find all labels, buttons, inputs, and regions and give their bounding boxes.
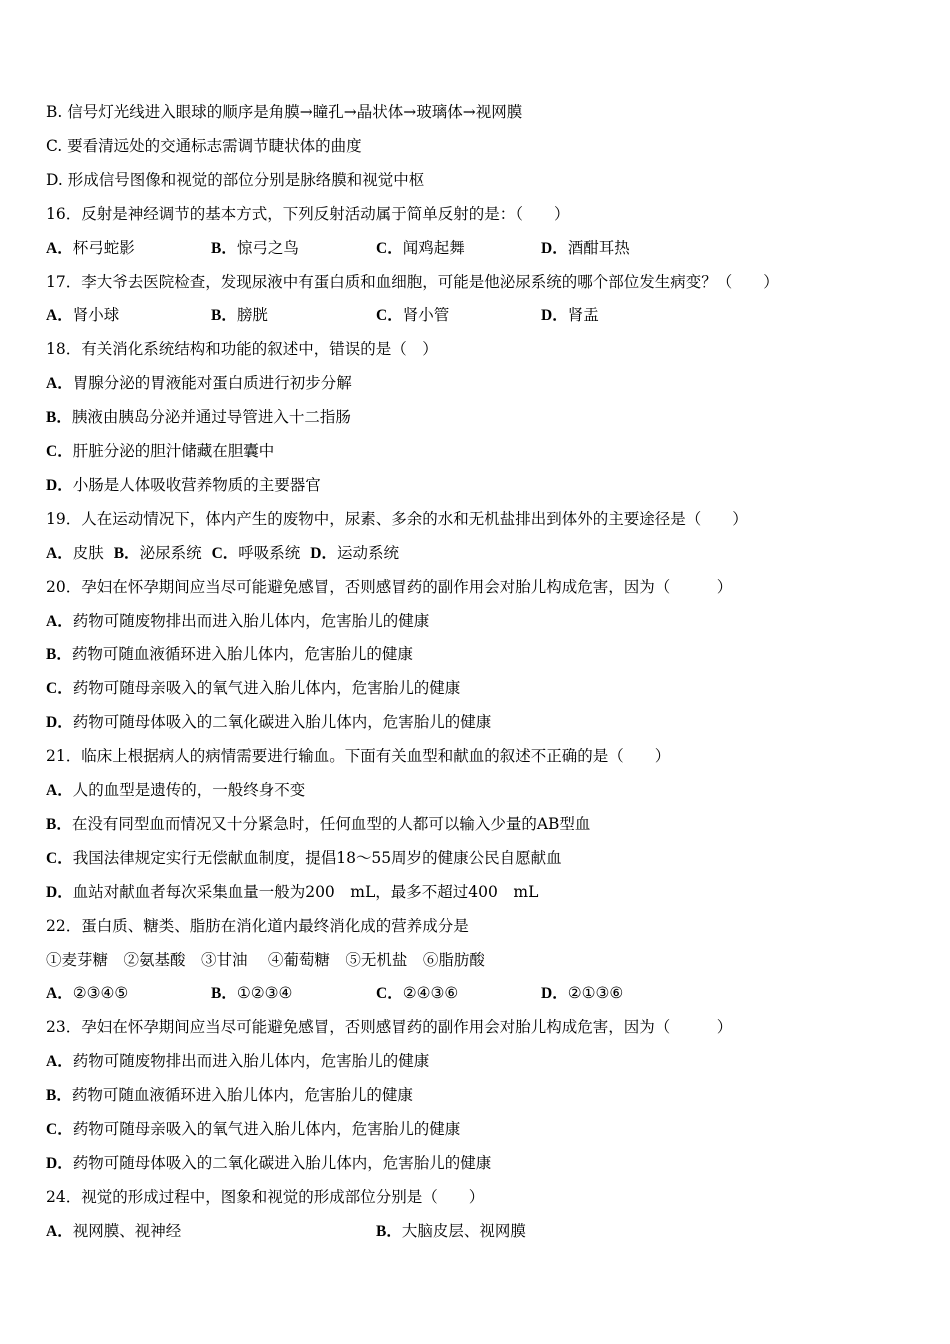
- option-text: 胃腺分泌的胃液能对蛋白质进行初步分解: [72, 374, 352, 393]
- option-label: A．: [46, 239, 73, 257]
- option: [211, 298, 376, 333]
- option-label: A．: [46, 1053, 73, 1071]
- option-line: [46, 1112, 460, 1146]
- text-line: [46, 570, 732, 604]
- line-text: 22．蛋白质、糖类、脂肪在消化道内最终消化成的营养成分是: [46, 916, 469, 935]
- option-label: A．: [46, 307, 73, 325]
- line-text: B. 信号灯光线进入眼球的顺序是角膜→瞳孔→晶状体→玻璃体→视网膜: [46, 103, 523, 121]
- option-text: 血站对献血者每次采集血量一般为200 mL，最多不超过400 mL: [72, 882, 539, 901]
- option-text: 药物可随母亲吸入的氧气进入胎儿体内，危害胎儿的健康: [72, 679, 461, 698]
- option: [46, 298, 211, 333]
- option: [376, 298, 541, 333]
- line-text: ①麦芽糖 ②氨基酸 ③甘油 ④葡萄糖 ⑤无机盐 ⑥脂肪酸: [46, 950, 485, 969]
- option-line: [46, 773, 305, 807]
- option: [211, 976, 376, 1011]
- option-label: D．: [46, 714, 73, 732]
- option-label: D．: [310, 544, 337, 562]
- option-label: A．: [46, 782, 73, 799]
- option-line: [46, 841, 562, 875]
- option: [46, 536, 104, 571]
- option-text: 视网膜、视神经: [72, 1221, 182, 1240]
- text-line: [46, 129, 362, 163]
- line-text: D. 形成信号图像和视觉的部位分别是脉络膜和视觉中枢: [46, 170, 425, 189]
- option-text: ②③④⑤: [72, 984, 129, 1003]
- option-text: 药物可随血液循环进入胎儿体内，危害胎儿的健康: [71, 1086, 413, 1105]
- option-text: 肾小管: [402, 306, 450, 325]
- option-line: [46, 604, 429, 638]
- option-label: D．: [541, 307, 568, 325]
- option: [541, 298, 706, 333]
- option-label: B．: [46, 815, 72, 833]
- text-line: [46, 95, 522, 129]
- option-text: 肝脏分泌的胆汁储藏在胆囊中: [72, 442, 275, 460]
- option-text: 膀胱: [236, 306, 268, 325]
- option-label: C．: [46, 849, 73, 867]
- option-text: 杯弓蛇影: [72, 238, 135, 257]
- option-text: 药物可随血液循环进入胎儿体内，危害胎儿的健康: [71, 645, 413, 664]
- text-line: [46, 1010, 732, 1044]
- option-text: 泌尿系统: [139, 543, 202, 562]
- option-line: [46, 1078, 413, 1112]
- option-label: B．: [211, 307, 237, 325]
- option-line: [46, 468, 321, 502]
- option-label: D．: [541, 239, 568, 257]
- option-label: A．: [46, 612, 73, 630]
- option-text: 我国法律规定实行无偿献血制度，提倡18～55周岁的健康公民自愿献血: [72, 848, 562, 867]
- option-text: 药物可随废物排出而进入胎儿体内，危害胎儿的健康: [72, 611, 430, 630]
- option-label: D．: [46, 1154, 73, 1172]
- option-line: [46, 637, 413, 671]
- option: [310, 536, 399, 571]
- option: [541, 976, 706, 1011]
- option-text: 胰液由胰岛分泌并通过导管进入十二指肠: [71, 408, 351, 427]
- option-label: C．: [376, 985, 403, 1003]
- option: [376, 976, 541, 1011]
- option-text: ②④③⑥: [402, 984, 459, 1003]
- option-line: [46, 400, 351, 434]
- line-text: 21．临床上根据病人的病情需要进行输血。下面有关血型和献血的叙述不正确的是（ ）: [46, 747, 671, 766]
- option: [46, 1214, 376, 1249]
- option: [376, 1214, 706, 1249]
- text-line: [46, 163, 424, 197]
- option-label: C．: [376, 239, 403, 257]
- option-line: [46, 1044, 429, 1078]
- option: [376, 231, 541, 266]
- option-label: A．: [46, 985, 73, 1003]
- option-label: B．: [376, 1222, 402, 1240]
- option-label: B．: [46, 1087, 72, 1105]
- option-text: 肾小球: [72, 306, 120, 325]
- option-label: D．: [541, 985, 568, 1003]
- option-line: [46, 366, 352, 400]
- option: [541, 231, 706, 266]
- line-text: 20．孕妇在怀孕期间应当尽可能避免感冒，否则感冒药的副作用会对胎儿构成危害，因为（ ）: [46, 577, 733, 596]
- line-text: 24．视觉的形成过程中，图象和视觉的形成部位分别是（ ）: [46, 1187, 485, 1206]
- option: [212, 536, 301, 571]
- option: [211, 231, 376, 266]
- options-row: [46, 298, 706, 332]
- option-label: C．: [46, 680, 73, 698]
- option-text: 药物可随母亲吸入的氧气进入胎儿体内，危害胎儿的健康: [72, 1120, 461, 1138]
- option-text: 惊弓之鸟: [236, 238, 299, 257]
- option: [114, 536, 202, 571]
- option-label: C．: [376, 307, 403, 325]
- option-label: B．: [211, 239, 237, 257]
- option-line: [46, 807, 590, 841]
- option-text: 药物可随母体吸入的二氧化碳进入胎儿体内，危害胎儿的健康: [72, 713, 492, 732]
- option-text: 人的血型是遗传的，一般终身不变: [72, 781, 306, 799]
- option-text: 酒酣耳热: [567, 238, 630, 257]
- line-text: 23．孕妇在怀孕期间应当尽可能避免感冒，否则感冒药的副作用会对胎儿构成危害，因为（ ）: [46, 1018, 733, 1037]
- option-text: 小肠是人体吸收营养物质的主要器官: [72, 475, 321, 494]
- options-row: [46, 536, 409, 570]
- option-text: 闻鸡起舞: [402, 238, 465, 257]
- option-text: ①②③④: [236, 984, 293, 1003]
- option-label: C．: [46, 443, 73, 460]
- option-line: [46, 671, 460, 705]
- line-text: 18．有关消化系统结构和功能的叙述中，错误的是（ ）: [46, 340, 438, 359]
- option-label: C．: [211, 544, 239, 562]
- option-label: B．: [46, 409, 72, 427]
- option-text: 呼吸系统: [238, 543, 301, 562]
- line-text: 19．人在运动情况下，体内产生的废物中，尿素、多余的水和无机盐排出到体外的主要途径是（ ）: [46, 509, 748, 528]
- option-label: B．: [211, 985, 237, 1003]
- line-text: 17．李大爷去医院检查，发现尿液中有蛋白质和血细胞，可能是他泌尿系统的哪个部位发生病变？（ ）: [46, 272, 779, 291]
- option-text: 皮肤: [72, 543, 104, 562]
- option: [46, 231, 211, 266]
- option-label: B．: [46, 646, 72, 664]
- text-line: [46, 1180, 484, 1214]
- text-line: [46, 265, 779, 299]
- option-text: 药物可随废物排出而进入胎儿体内，危害胎儿的健康: [72, 1052, 430, 1071]
- option-line: [46, 875, 538, 909]
- line-text: 16．反射是神经调节的基本方式，下列反射活动属于简单反射的是：（ ）: [46, 204, 570, 223]
- option-label: A．: [46, 544, 73, 562]
- text-line: [46, 197, 569, 231]
- option-label: B．: [113, 544, 140, 562]
- text-line: [46, 502, 748, 536]
- option-text: 药物可随母体吸入的二氧化碳进入胎儿体内，危害胎儿的健康: [72, 1153, 492, 1172]
- options-row: [46, 976, 706, 1010]
- option-label: D．: [46, 476, 73, 494]
- text-line: [46, 332, 438, 366]
- option: [46, 976, 211, 1011]
- text-line: [46, 739, 670, 773]
- text-line: [46, 909, 469, 943]
- option-line: [46, 1146, 491, 1180]
- options-row: [46, 231, 706, 265]
- option-label: A．: [46, 1222, 73, 1240]
- option-text: 在没有同型血而情况又十分紧急时，任何血型的人都可以输入少量的AB型血: [71, 814, 591, 833]
- option-text: 肾盂: [567, 306, 599, 325]
- line-text: C. 要看清远处的交通标志需调节睫状体的曲度: [46, 136, 362, 155]
- option-label: D．: [46, 883, 73, 901]
- option-label: C．: [46, 1121, 73, 1138]
- option-text: 大脑皮层、视网膜: [401, 1221, 526, 1240]
- option-text: 运动系统: [337, 543, 400, 562]
- option-label: A．: [46, 375, 73, 393]
- options-row: [46, 1214, 706, 1248]
- option-line: [46, 705, 491, 739]
- option-line: [46, 434, 274, 468]
- option-text: ②①③⑥: [567, 984, 624, 1003]
- text-line: [46, 943, 485, 977]
